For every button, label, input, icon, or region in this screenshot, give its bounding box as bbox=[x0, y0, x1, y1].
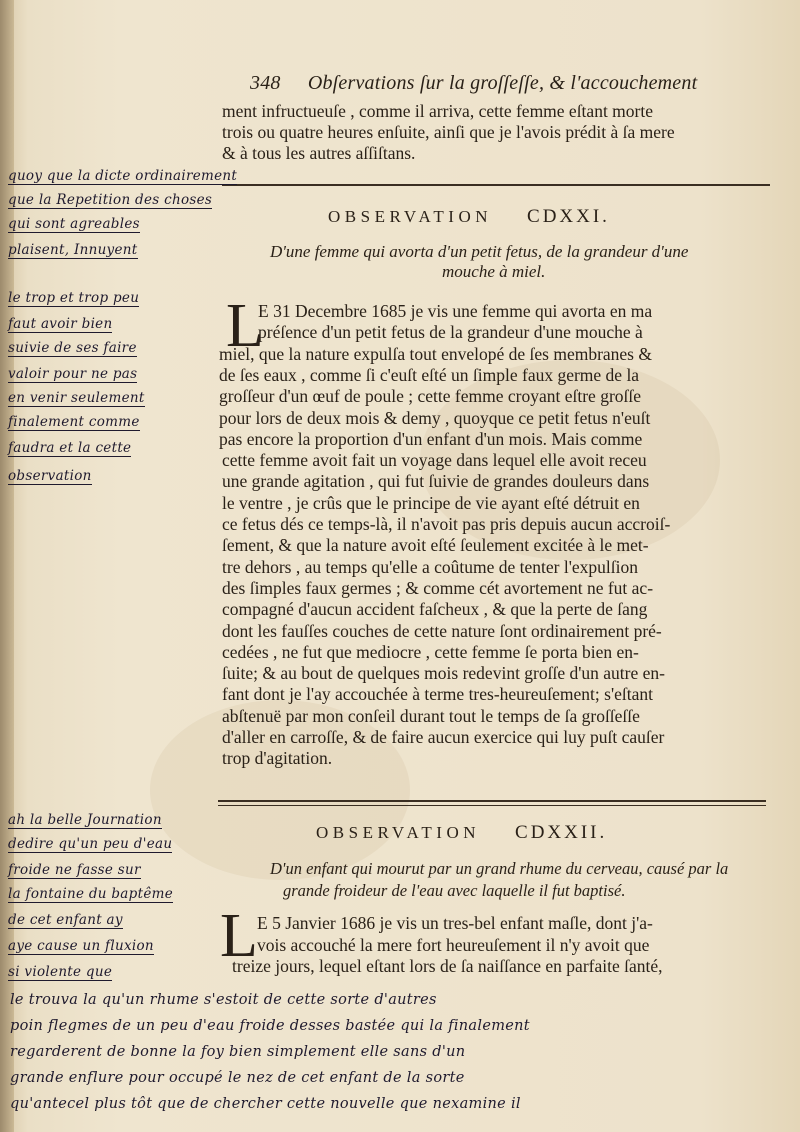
handwritten-note: finalement comme bbox=[8, 414, 140, 430]
text-line: fant dont je l'ay accouchée à terme tres-heureuſement; s'eſtant bbox=[222, 684, 653, 705]
text-line: miel, que la nature expulſa tout envelopé de ſes membranes & bbox=[219, 343, 652, 364]
text-line: trop d'agitation. bbox=[222, 748, 333, 769]
handwritten-note: le trouva la qu'un rhume s'estoit de cette sorte d'autres bbox=[10, 992, 437, 1008]
text-line: pour lors de deux mois & demy , quoyque ce petit fetus n'euſt bbox=[219, 407, 651, 428]
running-title: Obſervations ſur la groſſeſſe, & l'accouchement bbox=[307, 72, 698, 94]
handwritten-note: la fontaine du baptême bbox=[8, 886, 174, 902]
handwritten-note: que la Repetition des choses bbox=[8, 192, 213, 208]
text-line: ſuite; & au bout de quelques mois redevint groſſe d'un autre en- bbox=[222, 663, 665, 684]
handwritten-note: aye cause un fluxion bbox=[8, 938, 154, 954]
text-line: cedées , ne fut que mediocre , cette femme ſe porta bien en- bbox=[222, 641, 639, 662]
handwritten-note: valoir pour ne pas bbox=[8, 366, 138, 382]
text-line: de ſes eaux , comme ſi c'euſt eſté un ſimple faux germe de la bbox=[219, 364, 640, 385]
text-line: trois ou quatre heures enſuite, ainſi que je l'avois prédit à ſa mere bbox=[222, 122, 675, 142]
handwritten-note: observation bbox=[8, 468, 92, 484]
text-line: treize jours, lequel eſtant lors de ſa naiſſance en parfaite ſanté, bbox=[232, 956, 663, 976]
observation-number: CDXXI. bbox=[527, 206, 610, 227]
handwritten-note: froide ne fasse sur bbox=[8, 862, 141, 878]
page-header bbox=[250, 72, 697, 95]
text-line: ce fetus dés ce temps-là, il n'avoit pas pris depuis aucun accroiſ- bbox=[222, 514, 671, 534]
text-line: ſement, & que la nature avoit eſté ſeulement excitée à le met- bbox=[222, 535, 649, 556]
observation-heading-1 bbox=[328, 206, 610, 228]
text-line: & à tous les autres aſſiſtans. bbox=[222, 143, 416, 163]
section-rule bbox=[222, 184, 770, 186]
text-line: compagné d'aucun accident faſcheux , & que la perte de ſang bbox=[222, 599, 648, 620]
drop-cap: L bbox=[226, 292, 264, 360]
handwritten-note: le trop et trop peu bbox=[8, 290, 140, 306]
text-line: le ventre , je crûs que le principe de vie ayant eſté détruit en bbox=[222, 492, 640, 513]
handwritten-note: dedire qu'un peu d'eau bbox=[8, 836, 173, 852]
handwritten-note: regarderent de bonne la foy bien simplement elle sans d'un bbox=[10, 1044, 466, 1060]
text-line: abſtenuë par mon conſeil durant tout le temps de ſa groſſeſſe bbox=[222, 705, 640, 726]
text-line: d'aller en carroſſe, & de faire aucun exercice qui luy puſt cauſer bbox=[222, 727, 665, 747]
observation-number: CDXXII. bbox=[515, 822, 608, 843]
text-line: une grande agitation , qui fut ſuivie de grandes douleurs dans bbox=[222, 471, 650, 492]
handwritten-note: en venir seulement bbox=[8, 390, 145, 406]
observation-heading-2 bbox=[316, 822, 607, 844]
handwritten-note: ah la belle Journation bbox=[8, 812, 162, 828]
subtitle-line: D'une femme qui avorta d'un petit fetus, de la grandeur d'une bbox=[270, 242, 689, 261]
text-line: groſſeur d'un œuf de poule ; cette femme croyant eſtre groſſe bbox=[219, 386, 642, 407]
observation-label: OBSERVATION bbox=[316, 823, 481, 842]
handwritten-note: grande enflure pour occupé le nez de cet enfant de la sorte bbox=[10, 1070, 465, 1086]
text-line: pas encore la proportion d'un enfant d'un mois. Mais comme bbox=[219, 428, 643, 449]
handwritten-note: suivie de ses faire bbox=[8, 340, 137, 356]
text-line: cette femme avoit fait un voyage dans lequel elle avoit receu bbox=[222, 450, 647, 471]
page-number: 348 bbox=[250, 72, 281, 94]
handwritten-note: quoy que la dicte ordinairement bbox=[8, 168, 238, 184]
subtitle-line: D'un enfant qui mourut par un grand rhume du cerveau, causé par la bbox=[270, 859, 729, 878]
handwritten-note: plaisent, Innuyent bbox=[8, 242, 138, 258]
text-line: préſence d'un petit fetus de la grandeur d'une mouche à bbox=[258, 322, 643, 343]
text-line: vois accouché la mere fort heureuſement il n'y avoit que bbox=[257, 934, 650, 955]
section-rule bbox=[218, 800, 766, 802]
text-line: ment infructueuſe , comme il arriva, cette femme eſtant morte bbox=[222, 101, 653, 121]
text-line: E 5 Janvier 1686 je vis un tres-bel enfant maſle, dont j'a- bbox=[257, 913, 653, 933]
subtitle-line: mouche à miel. bbox=[442, 262, 546, 281]
handwritten-note: faut avoir bien bbox=[8, 316, 113, 332]
section-rule-thin bbox=[218, 805, 766, 806]
subtitle-line: grande froideur de l'eau avec laquelle il fut baptisé. bbox=[283, 881, 626, 900]
handwritten-note: de cet enfant ay bbox=[8, 912, 123, 928]
handwritten-note: qui sont agreables bbox=[8, 216, 140, 232]
text-line: E 31 Decembre 1685 je vis une femme qui avorta en ma bbox=[258, 301, 653, 321]
drop-cap: L bbox=[220, 902, 258, 970]
handwritten-note: qu'antecel plus tôt que de chercher cette nouvelle que nexamine il bbox=[10, 1096, 521, 1112]
text-line: dont les fauſſes couches de cette nature ſont ordinairement pré- bbox=[222, 620, 662, 641]
text-line: des ſimples faux germes ; & comme cét avortement ne fut ac- bbox=[222, 577, 654, 598]
handwritten-note: si violente que bbox=[8, 964, 113, 980]
observation-label: OBSERVATION bbox=[328, 207, 493, 226]
handwritten-note: poin flegmes de un peu d'eau froide desses bastée qui la finalement bbox=[10, 1018, 530, 1034]
handwritten-note: faudra et la cette bbox=[8, 440, 132, 456]
text-line: tre dehors , au temps qu'elle a coûtume de tenter l'expulſion bbox=[222, 556, 638, 577]
